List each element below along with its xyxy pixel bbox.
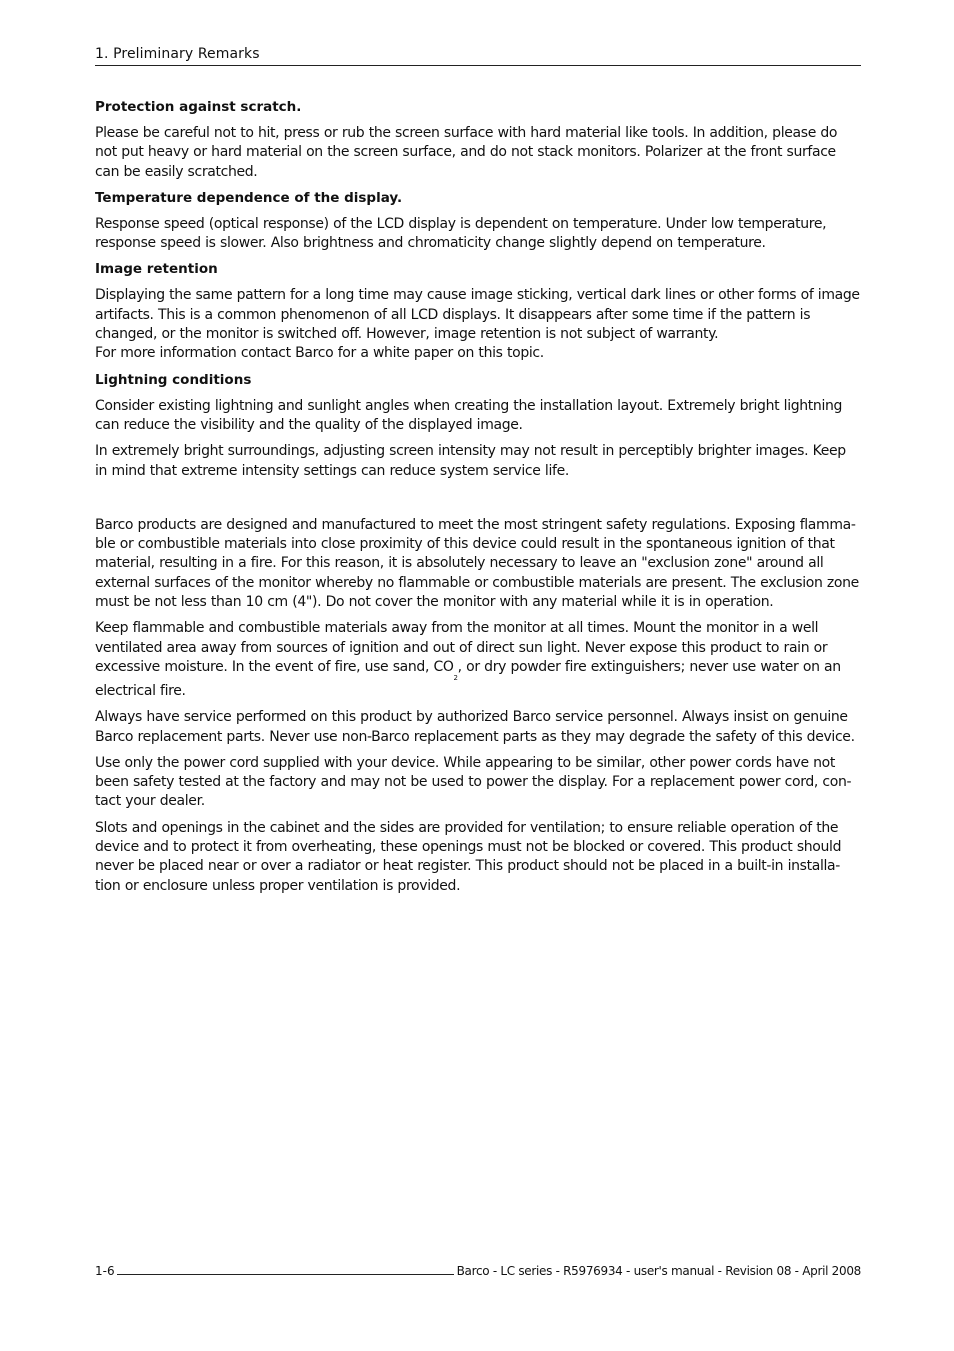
co2-subscript: 2 [453, 673, 458, 682]
scratch-heading: Protection against scratch. [95, 99, 302, 115]
safety-paragraph-ventilation: Slots and openings in the cabinet and the sides are provided for ventilation; to ensure reliable operation of the device and to protect it from overheating, these openings must not be blocked or covered. This product should never be placed near or over a radiator or heat register. This product should not be placed in a built-in installa- tion or enclosure unless proper ventilation is provided. [95, 819, 842, 894]
section-spacer [95, 488, 861, 516]
fire-text-end: electrical fire. [95, 682, 186, 699]
page-number: 1-6 [95, 1264, 115, 1278]
safety-paragraph-fire [95, 619, 861, 701]
lightning-heading: Lightning conditions [95, 371, 252, 388]
retention-contact-line: For more information contact Barco for a white paper on this topic. [95, 345, 544, 362]
page-footer [95, 1261, 861, 1279]
lightning-paragraph: Consider existing lightning and sunlight angles when creating the installation layout. Extremely bright lightning can reduce the visibility and the quality of the displayed image. [95, 397, 843, 433]
retention-paragraph: Displaying the same pattern for a long time may cause image sticking, vertical dark lines or other forms of image artifacts. This is a common phenomenon of all LCD displays. It disappears after some time if the pattern is changed, or the monitor is switched off. However, image retention is not subject of warranty. [95, 287, 860, 343]
retention-heading: Image retention [95, 261, 218, 278]
safety-paragraph-power-cord: Use only the power cord supplied with your device. While appearing to be similar, other power cords have not been safety tested at the factory and may not be used to power the display. For a replacement power cord, con- tact your dealer. [95, 754, 852, 810]
footer-rule [117, 1274, 454, 1275]
document-info: Barco - LC series - R5976934 - user's manual - Revision 08 - April 2008 [456, 1264, 861, 1278]
page-content [95, 98, 861, 903]
safety-paragraph-service: Always have service performed on this product by authorized Barco service personnel. Always insist on genuine Barco replacement parts. Never use non-Barco replacement parts as they may degrade the safety of this device. [95, 709, 855, 745]
scratch-paragraph: Please be careful not to hit, press or rub the screen surface with hard material like tools. In addition, please do not put heavy or hard material on the screen surface, and do not stack monitors. Polarizer at the front surface can be easily scratched. [95, 125, 838, 180]
lightning-paragraph-2: In extremely bright surroundings, adjusting screen intensity may not result in perceptibly brighter images. Keep in mind that extreme intensity settings can reduce system service life. [95, 443, 846, 479]
fire-text-continued: , or dry powder fire extinguishers; never use water on an [457, 658, 841, 675]
fire-text: Keep flammable and combustible materials away from the monitor at all times. Mount the monitor in a well ventilated area away from sources of ignition and out of direct sun light. Never expose this product to rain or excessive moisture. In the event of fire, use sand, CO [95, 620, 828, 675]
temperature-heading: Temperature dependence of the display. [95, 189, 403, 206]
temperature-paragraph: Response speed (optical response) of the LCD display is dependent on temperature. Under low temperature, response speed is slower. Also brightness and chromaticity change slightly depend on temperature. [95, 215, 827, 252]
safety-paragraph-exclusion-zone: Barco products are designed and manufactured to meet the most stringent safety regulations. Exposing flamma- ble or combustible materials into close proximity of this device could result in the spontaneous ignition of that material, resulting in a fire. For this reason, it is absolutely necessary to leave an "exclusion zone" around all external surfaces of the monitor whereby no flammable or combustible materials are present. The exclusion zone must be not less than 10 cm (4"). Do not cover the monitor with any material while it is in operation. [95, 516, 859, 611]
running-header: 1. Preliminary Remarks [95, 45, 861, 66]
